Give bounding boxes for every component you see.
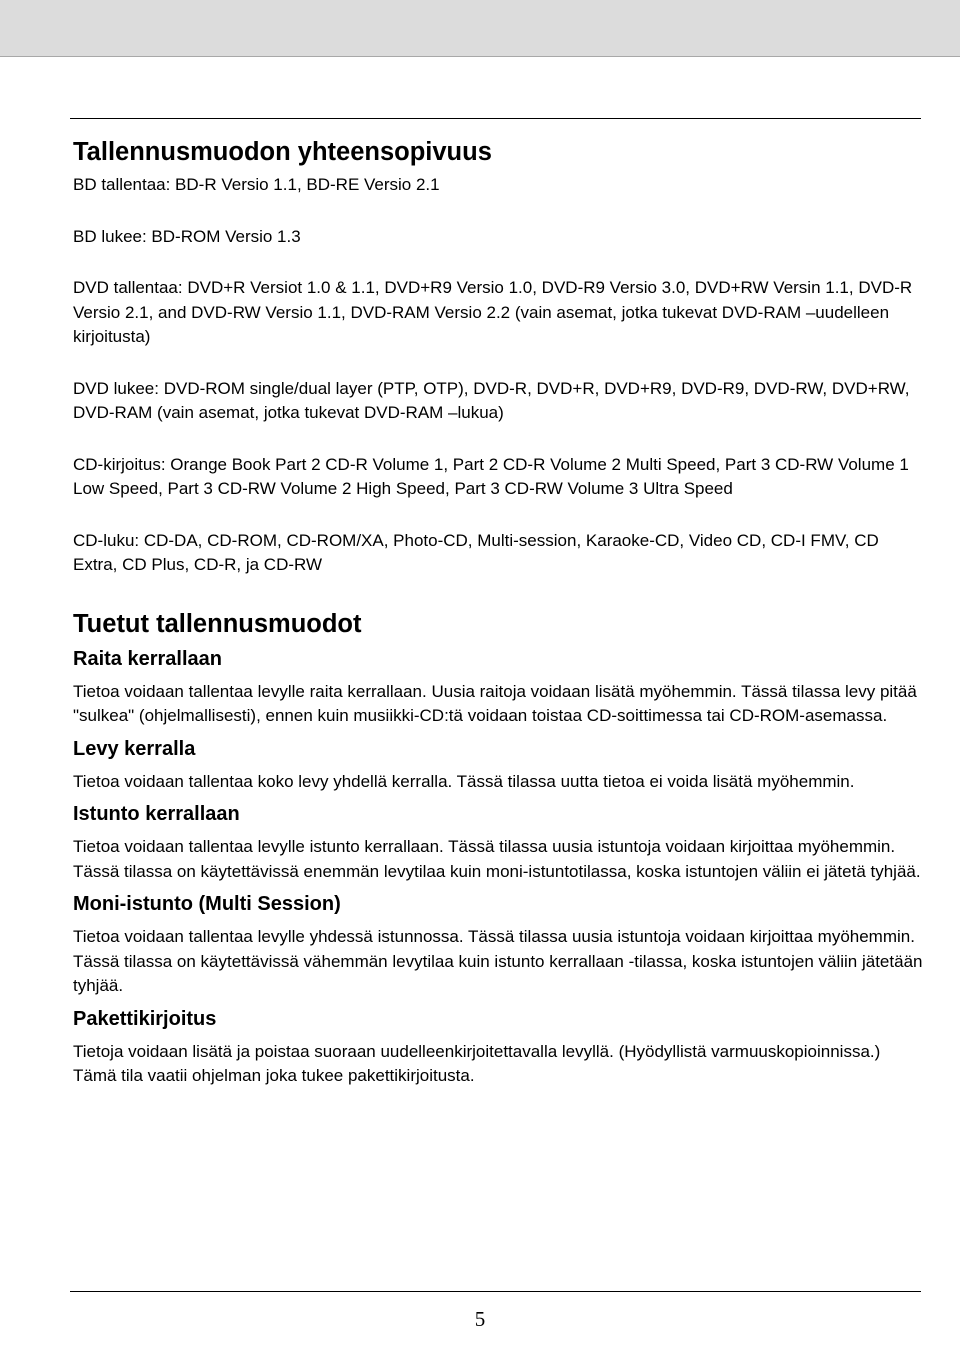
mode-title-multi-session: Moni-istunto (Multi Session) xyxy=(73,893,341,915)
mode-title-session-at-once: Istunto kerrallaan xyxy=(73,803,240,825)
compat-paragraph-bd-write: BD tallentaa: BD-R Versio 1.1, BD-RE Versio 2.1 xyxy=(73,175,440,194)
mode-text-multi-session: Tietoa voidaan tallentaa levylle yhdessä istunnossa. Tässä tilassa uusia istuntoja voidaan kirjoittaa myöhemmin. Tässä tilassa on käytettävissä vähemmän levytilaa kuin istunto kerrallaan -tilassa, koska istuntojen väliin jätetään tyhjää. xyxy=(73,927,923,995)
compatibility-heading: Tallennusmuodon yhteensopivuus xyxy=(73,138,492,166)
mode-title-disc-at-once: Levy kerralla xyxy=(73,737,196,760)
compat-paragraph-dvd-read: DVD lukee: DVD-ROM single/dual layer (PTP, OTP), DVD-R, DVD+R, DVD+R9, DVD-R9, DVD-RW, DVD+RW, DVD-RAM (vain asemat, jotka tukevat DVD-RAM –lukua) xyxy=(73,378,910,422)
mode-text-session-at-once: Tietoa voidaan tallentaa levylle istunto kerrallaan. Tässä tilassa uusia istuntoja voidaan kirjoittaa myöhemmin. Tässä tilassa on käytettävissä enemmän levytilaa kuin moni-istuntotilassa, koska istuntojen väliin ei jätetä tyhjää. xyxy=(73,837,921,881)
modes-heading: Tuetut tallennusmuodot xyxy=(73,609,362,638)
compat-paragraph-cd-write: CD-kirjoitus: Orange Book Part 2 CD-R Volume 1, Part 2 CD-R Volume 2 Multi Speed, Part 3 CD-RW Volume 1 Low Speed, Part 3 CD-RW Volume 2 High Speed, Part 3 CD-RW Volume 3 Ultra Speed xyxy=(73,454,909,498)
viewer-top-bar xyxy=(0,0,960,57)
mode-text-track-at-once: Tietoa voidaan tallentaa levylle raita kerrallaan. Uusia raitoja voidaan lisätä myöhemmin. Tässä tilassa levy pitää "sulkea" (ohjelmallisesti), ennen kuin musiikki-CD:tä voidaan toistaa CD-soittimessa tai CD-ROM-asemassa. xyxy=(73,681,917,725)
compat-paragraph-bd-read: BD lukee: BD-ROM Versio 1.3 xyxy=(73,226,301,246)
compat-paragraph-dvd-write: DVD tallentaa: DVD+R Versiot 1.0 & 1.1, DVD+R9 Versio 1.0, DVD-R9 Versio 3.0, DVD+RW Versin 1.1, DVD-R Versio 2.1, and DVD-RW Versio 1.1, DVD-RAM Versio 2.2 (vain asemat, jotka tukevat DVD-RAM –uudelleen kirjoitusta) xyxy=(73,278,913,346)
mode-title-packet-writing: Pakettikirjoitus xyxy=(73,1007,217,1030)
mode-text-packet-writing: Tietoja voidaan lisätä ja poistaa suoraan uudelleenkirjoitettavalla levyllä. (Hyödyllistä varmuuskopioinnissa.) Tämä tila vaatii ohjelman joka tukee pakettikirjoitusta. xyxy=(73,1041,881,1085)
footer-rule xyxy=(70,1291,921,1292)
header-rule xyxy=(70,118,921,119)
mode-text-disc-at-once: Tietoa voidaan tallentaa koko levy yhdellä kerralla. Tässä tilassa uutta tietoa ei voida lisätä myöhemmin. xyxy=(73,771,855,791)
page-number: 5 xyxy=(474,1307,486,1331)
page-content xyxy=(73,137,923,1089)
compat-paragraph-cd-read: CD-luku: CD-DA, CD-ROM, CD-ROM/XA, Photo-CD, Multi-session, Karaoke-CD, Video CD, CD-I FMV, CD Extra, CD Plus, CD-R, ja CD-RW xyxy=(73,530,879,574)
mode-title-track-at-once: Raita kerrallaan xyxy=(73,647,222,670)
